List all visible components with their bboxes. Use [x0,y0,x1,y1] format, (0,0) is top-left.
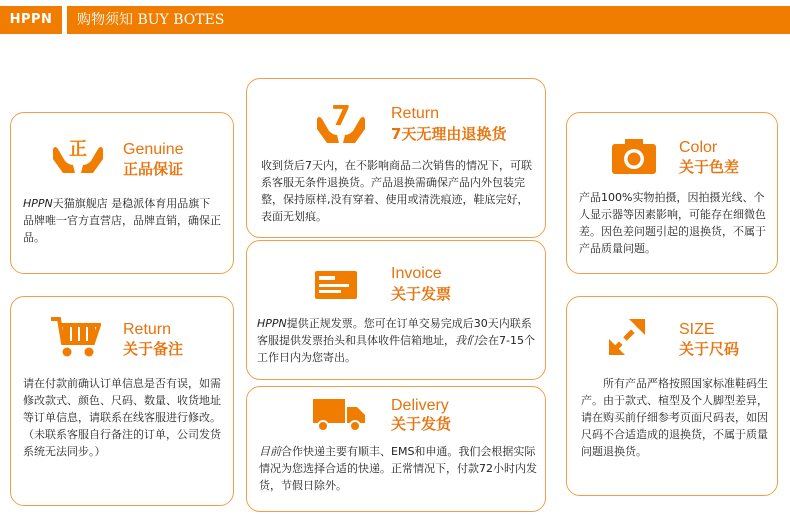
color-card [566,112,778,274]
brand-logo: HPPN [0,6,62,34]
color-text: 产品100%实物拍摄，因拍摄光线、个人显示器等因素影响，可能存在细微色差。因色差问题引起的退换货，不属于产品质量问题。 [579,191,766,255]
invoice-title-zh: 关于发票 [391,285,452,303]
delivery-title-zh: 关于发货 [391,415,452,433]
invoice-text: HPPN提供正规发票。您可在订单交易完成后30天内联系客服提供发票抬头和具体收件信箱地址，我们会在7-15个工作日内为您寄出。 [257,317,535,364]
delivery-text: 目前合作快递主要有顺丰、EMS和申通。我们会根据实际情况为您选择合适的快递。正常情况下，付款72小时内发货，节假日除外。 [259,445,537,492]
hands-genuine-icon [49,127,107,175]
size-card [566,296,778,496]
invoice-card [246,240,546,380]
genuine-brand: HPPN [23,197,53,210]
invoice-icon [313,267,359,303]
size-title-en: SIZE [679,321,715,338]
genuine-title-zh: 正品保证 [123,160,184,178]
return-7-days-card [246,78,546,238]
header-title: 购物须知 BUY BOTES [77,12,225,28]
header-bar [67,6,790,34]
svg-text:7: 7 [331,99,351,132]
remark-text: 请在付款前确认订单信息是否有误，如需修改款式、颜色、尺码、数量、收货地址等订单信息，请联系在线客服进行修改。（未联系客服自行备注的订单，公司发货系统无法同步。） [23,377,221,458]
svg-text:正: 正 [69,139,87,160]
genuine-text: HPPN天猫旗舰店 是稳派体育用品旗下 品牌唯一官方直营店，品牌直销，确保正品。 [23,197,221,244]
delivery-card [246,386,546,512]
invoice-title-en: Invoice [391,265,442,282]
return7-title-zh: 7天无理由退换货 [391,125,507,143]
return7-text: 收到货后7天内，在不影响商品二次销售的情况下，可联系客服无条件退换货。产品退换需确保产品内外包装完整，保持原样,没有穿着、使用或清洗痕迹，鞋底完好，表面无划痕。 [261,159,532,223]
resize-arrows-icon [605,315,649,359]
camera-icon [611,137,657,175]
hands-seven-icon [313,95,369,145]
invoice-brand: HPPN [257,317,287,330]
genuine-title-en: Genuine [123,141,184,158]
return7-title-en: Return [391,105,440,122]
size-title-zh: 关于尺码 [679,340,740,358]
truck-icon [311,397,367,433]
size-text: 所有产品严格按照国家标准鞋码生产。由于款式、楦型及个人脚型差异，请在购买前仔细参考页面尺码表，如因尺码不合适造成的退换货，不属于质量问题退换货。 [581,377,768,458]
shopping-cart-icon [49,315,101,359]
genuine-card [10,112,234,274]
page-header [0,0,790,40]
delivery-title-en: Delivery [391,397,449,414]
remark-title-zh: 关于备注 [123,340,184,358]
color-title-en: Color [679,139,718,156]
remark-title-en: Return [123,321,172,338]
color-title-zh: 关于色差 [679,158,740,176]
remark-card [10,296,234,506]
